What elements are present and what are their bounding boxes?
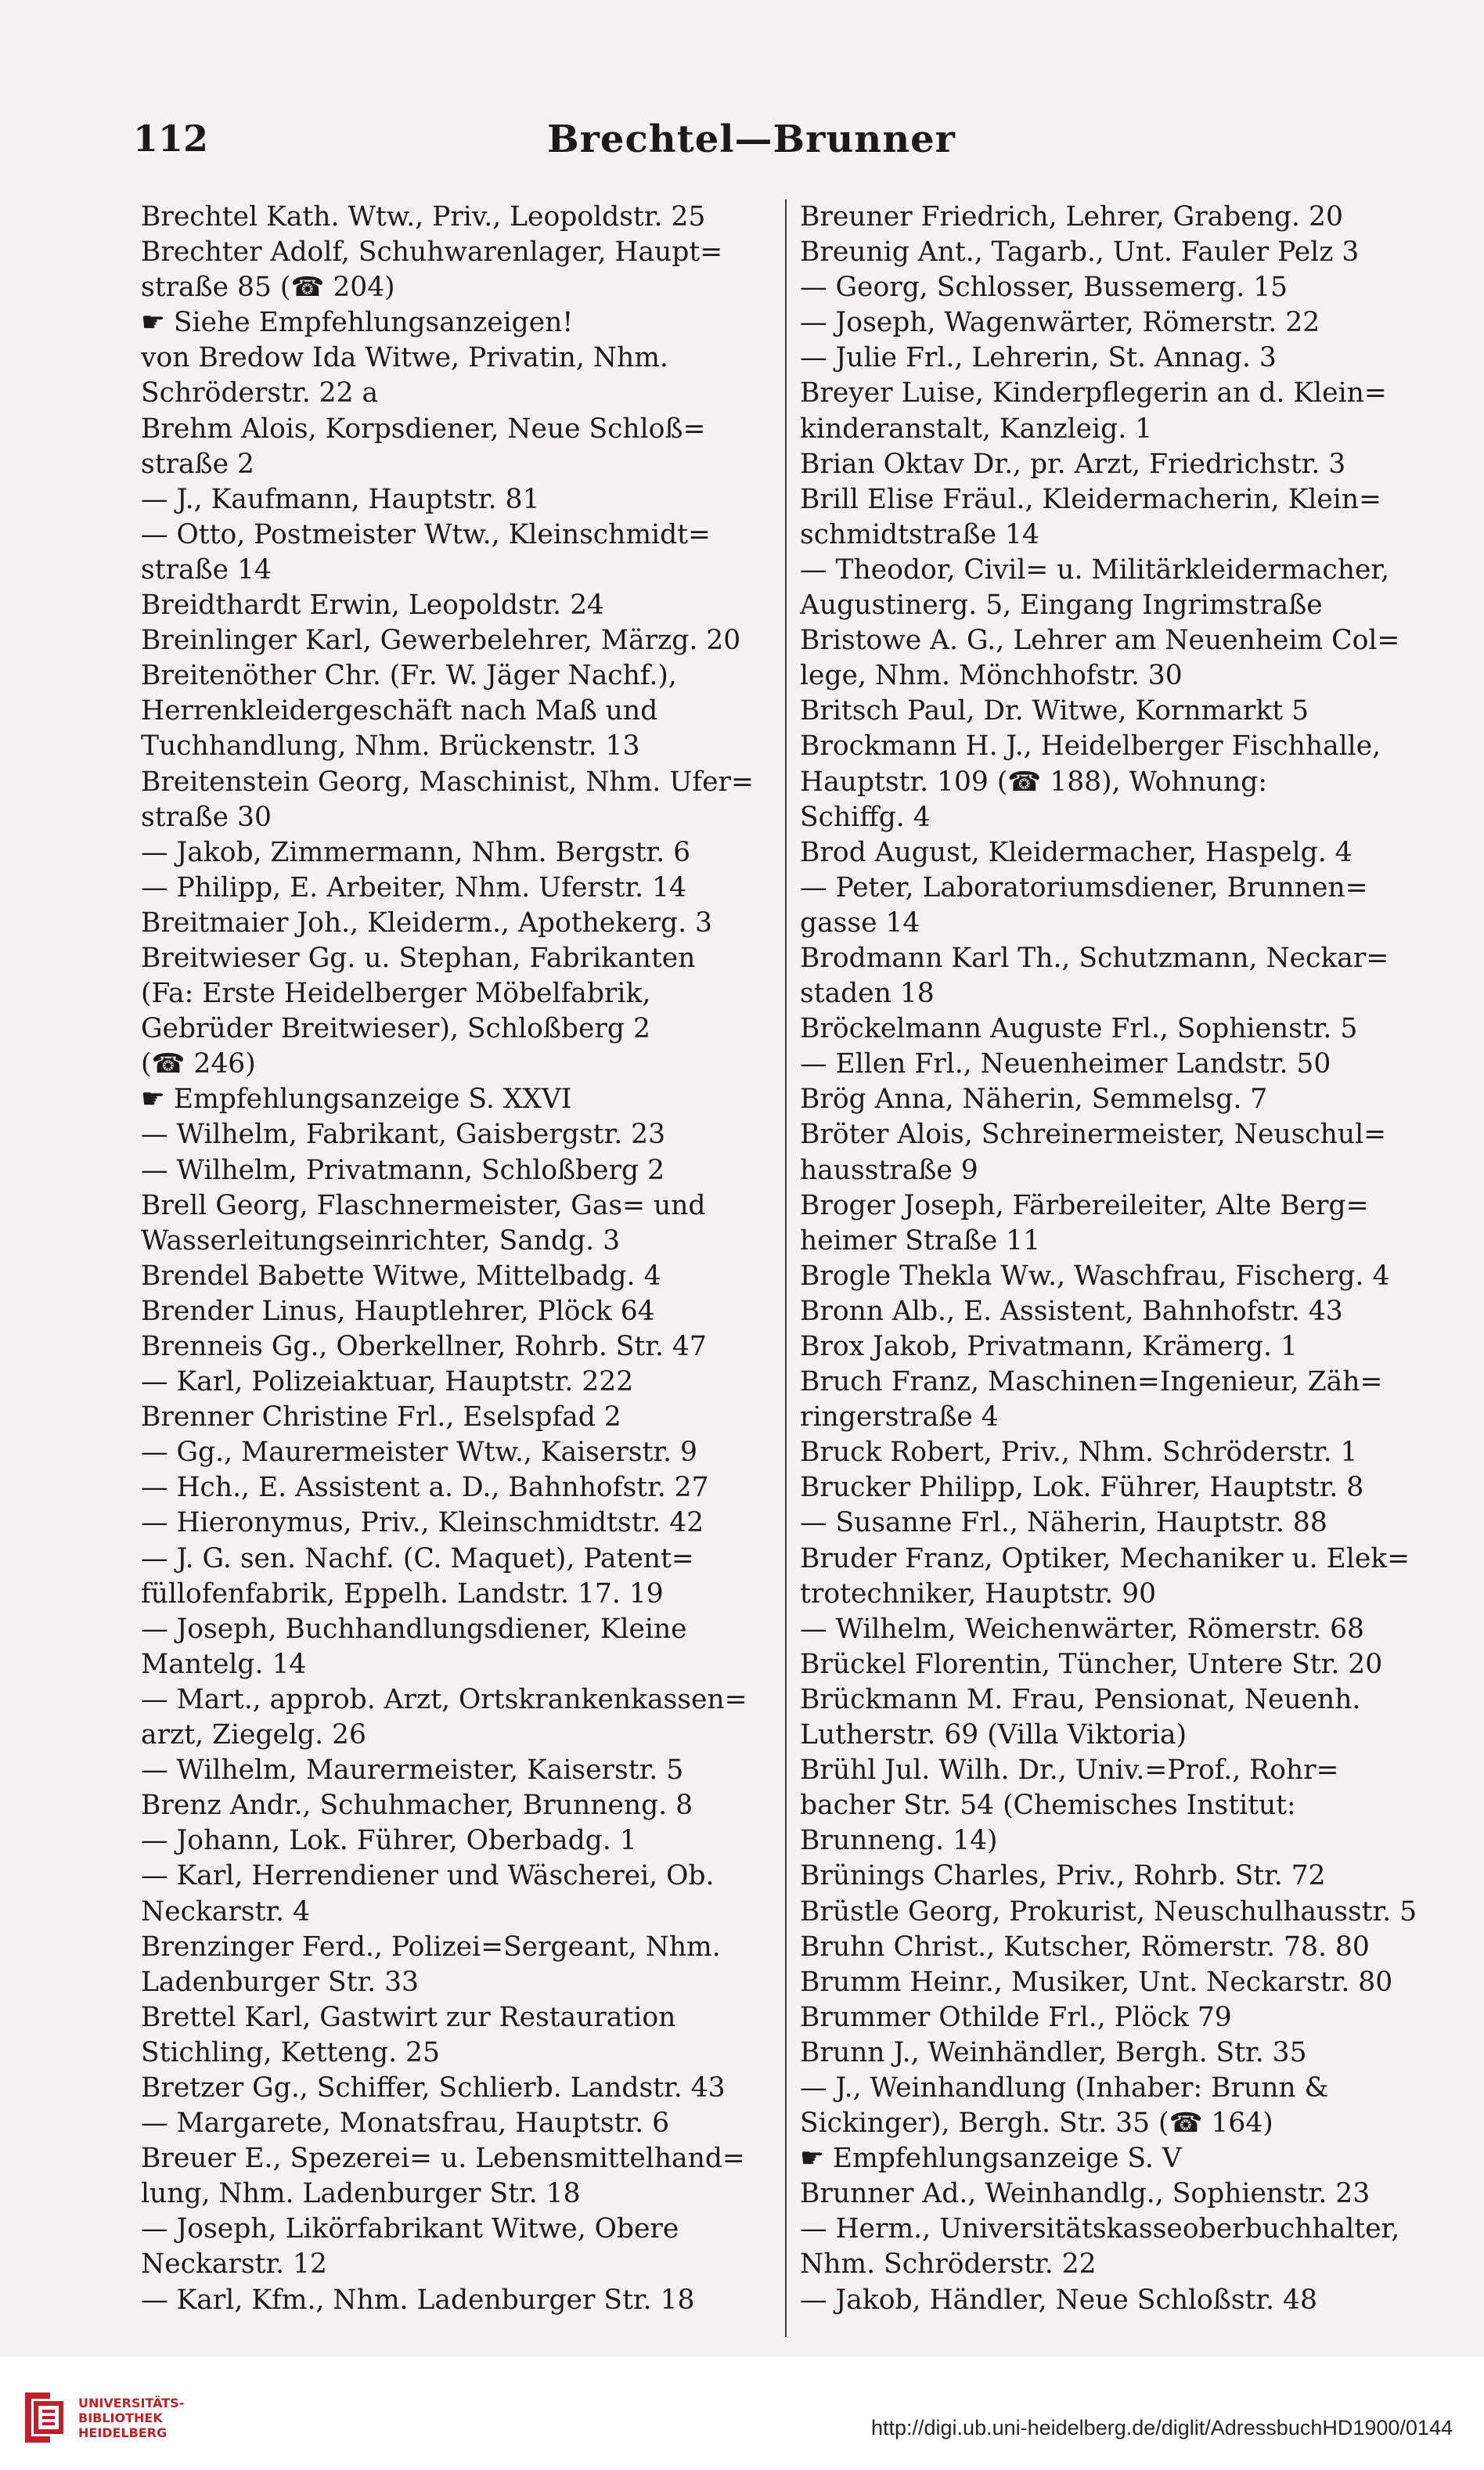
directory-entry-line: Brell Georg, Flaschnermeister, Gas= und <box>141 1189 706 1221</box>
directory-entry-line: kinderanstalt, Kanzleig. 1 <box>800 413 1153 445</box>
directory-entry-line: — Otto, Postmeister Wtw., Kleinschmidt= <box>141 518 711 550</box>
directory-entry-line: Bruck Robert, Priv., Nhm. Schröderstr. 1 <box>800 1437 1358 1469</box>
directory-entry-line: — Gg., Maurermeister Wtw., Kaiserstr. 9 <box>141 1437 697 1469</box>
directory-entry-line: Bruch Franz, Maschinen=Ingenieur, Zäh= <box>800 1366 1383 1398</box>
directory-entry-line: Ladenburger Str. 33 <box>141 1966 419 1998</box>
directory-entry-line: — Julie Frl., Lehrerin, St. Annag. 3 <box>800 342 1277 374</box>
library-logo-icon <box>19 2388 67 2447</box>
directory-entry-line: Brenner Christine Frl., Eselspfad 2 <box>141 1401 621 1433</box>
directory-entry-line: Brucker Philipp, Lok. Führer, Hauptstr. 8 <box>800 1472 1364 1504</box>
directory-entry-line: — Karl, Herrendiener und Wäscherei, Ob. <box>141 1860 715 1892</box>
directory-entry-line: straße 85 (☎ 204) <box>141 272 395 304</box>
directory-entry-line: Gebrüder Breitwieser), Schloßberg 2 <box>141 1013 650 1045</box>
directory-entry-line: — Theodor, Civil= u. Militärkleidermacher, <box>800 553 1390 586</box>
directory-entry-line: — J., Kaufmann, Hauptstr. 81 <box>141 483 540 515</box>
directory-entry-line: — Peter, Laboratoriumsdiener, Brunnen= <box>800 871 1368 903</box>
source-url-link[interactable]: http://digi.ub.uni-heidelberg.de/diglit/AdressbuchHD1900/0144 <box>870 2416 1453 2439</box>
directory-entry-line: — Wilhelm, Privatmann, Schloßberg 2 <box>141 1154 665 1186</box>
directory-entry-line: Brünings Charles, Priv., Rohrb. Str. 72 <box>800 1860 1326 1892</box>
directory-entry-line: — Herm., Universitätskasseoberbuchhalter, <box>800 2213 1400 2245</box>
directory-entry-line: — Joseph, Likörfabrikant Witwe, Obere <box>141 2213 679 2245</box>
directory-entry-line: — Wilhelm, Maurermeister, Kaiserstr. 5 <box>141 1754 684 1787</box>
directory-entry-line: Neckarstr. 12 <box>141 2248 327 2281</box>
directory-entry-line: Brendel Babette Witwe, Mittelbadg. 4 <box>141 1260 661 1292</box>
directory-entry-line: arzt, Ziegelg. 26 <box>141 1719 366 1751</box>
directory-entry-line: — Karl, Kfm., Nhm. Ladenburger Str. 18 <box>141 2284 695 2316</box>
directory-entry-line: Mantelg. 14 <box>141 1648 307 1680</box>
directory-entry-line: schmidtstraße 14 <box>800 518 1039 550</box>
directory-entry-line: ☛ Empfehlungsanzeige S. V <box>800 2143 1182 2175</box>
directory-entry-line: straße 30 <box>141 801 272 833</box>
directory-entry-line: gasse 14 <box>800 907 920 939</box>
directory-entry-line: Stichling, Ketteng. 25 <box>141 2036 440 2068</box>
directory-entry-line: Brox Jakob, Privatmann, Krämerg. 1 <box>800 1331 1298 1362</box>
directory-entry-line: — Johann, Lok. Führer, Oberbadg. 1 <box>141 1825 637 1857</box>
directory-entry-line: — J. G. sen. Nachf. (C. Maquet), Patent= <box>141 1542 694 1574</box>
right-column <box>800 200 1426 2318</box>
directory-entry-line: Brummer Othilde Frl., Plöck 79 <box>800 2001 1232 2033</box>
logo-line-2: BIBLIOTHEK <box>78 2411 163 2425</box>
page-header <box>133 117 1370 172</box>
directory-entry-line: Brettel Karl, Gastwirt zur Restauration <box>141 2001 676 2033</box>
directory-entry-line: Brunner Ad., Weinhandlg., Sophienstr. 23 <box>800 2178 1371 2210</box>
directory-entry-line: staden 18 <box>800 978 935 1010</box>
directory-entry-line: Brodmann Karl Th., Schutzmann, Neckar= <box>800 942 1389 974</box>
directory-entry-line: — J., Weinhandlung (Inhaber: Brunn & <box>800 2072 1329 2104</box>
directory-entry-line: Brenneis Gg., Oberkellner, Rohrb. Str. 47 <box>141 1331 707 1362</box>
directory-entry-line: Brenz Andr., Schuhmacher, Brunneng. 8 <box>141 1790 693 1822</box>
directory-entry-line: ringerstraße 4 <box>800 1401 999 1433</box>
directory-entry-line: Brunneng. 14) <box>800 1825 998 1857</box>
directory-entry-line: Brian Oktav Dr., pr. Arzt, Friedrichstr. 3 <box>800 448 1346 480</box>
directory-entry-line: — Hieronymus, Priv., Kleinschmidtstr. 42 <box>141 1507 704 1539</box>
directory-entry-line: Breunig Ant., Tagarb., Unt. Fauler Pelz 3 <box>800 236 1360 269</box>
directory-entry-line: Brogle Thekla Ww., Waschfrau, Fischerg. 4 <box>800 1260 1390 1292</box>
directory-entry-line: Brockmann H. J., Heidelberger Fischhalle, <box>800 730 1381 763</box>
directory-entry-line: Brill Elise Fräul., Kleidermacherin, Klein= <box>800 483 1381 515</box>
directory-entry-line: Brehm Alois, Korpsdiener, Neue Schloß= <box>141 413 706 445</box>
directory-entry-line: Lutherstr. 69 (Villa Viktoria) <box>800 1719 1187 1751</box>
directory-entry-line: straße 14 <box>141 553 272 586</box>
directory-entry-line: Brückel Florentin, Tüncher, Untere Str. 20 <box>800 1648 1383 1680</box>
directory-entry-line: füllofenfabrik, Eppelh. Landstr. 17. 19 <box>141 1578 664 1610</box>
directory-entry-line: Bruhn Christ., Kutscher, Römerstr. 78. 80 <box>800 1931 1370 1963</box>
directory-entry-line: Herrenkleidergeschäft nach Maß und <box>141 695 658 727</box>
directory-entry-line: trotechniker, Hauptstr. 90 <box>800 1578 1157 1610</box>
directory-entry-line: Wasserleitungseinrichter, Sandg. 3 <box>141 1224 621 1257</box>
directory-entry-line: — Jakob, Händler, Neue Schloßstr. 48 <box>800 2284 1317 2316</box>
directory-entry-line: Schröderstr. 22 a <box>141 377 379 409</box>
directory-entry-line: von Bredow Ida Witwe, Privatin, Nhm. <box>141 342 668 374</box>
directory-entry-line: ☛ Siehe Empfehlungsanzeigen! <box>141 307 574 339</box>
logo-line-1: UNIVERSITÄTS- <box>78 2396 185 2411</box>
directory-entry-line: Brumm Heinr., Musiker, Unt. Neckarstr. 80 <box>800 1966 1393 1998</box>
directory-entry-line: (☎ 246) <box>141 1048 256 1080</box>
directory-entry-line: — Hch., E. Assistent a. D., Bahnhofstr. 27 <box>141 1472 709 1504</box>
directory-entry-line: Augustinerg. 5, Eingang Ingrimstraße <box>800 590 1323 622</box>
directory-entry-line: Schiffg. 4 <box>800 801 931 833</box>
directory-entry-line: Bröckelmann Auguste Frl., Sophienstr. 5 <box>800 1013 1358 1045</box>
directory-entry-line: — Georg, Schlosser, Bussemerg. 15 <box>800 272 1288 304</box>
directory-entry-line: (Fa: Erste Heidelberger Möbelfabrik, <box>141 978 651 1010</box>
directory-entry-line: Breitwieser Gg. u. Stephan, Fabrikanten <box>141 942 696 974</box>
directory-entry-line: — Joseph, Buchhandlungsdiener, Kleine <box>141 1613 687 1645</box>
directory-entry-line: — Ellen Frl., Neuenheimer Landstr. 50 <box>800 1048 1331 1080</box>
directory-entry-line: — Jakob, Zimmermann, Nhm. Bergstr. 6 <box>141 836 691 868</box>
directory-entry-line: Brod August, Kleidermacher, Haspelg. 4 <box>800 836 1353 868</box>
directory-entry-line: Bröter Alois, Schreinermeister, Neuschul= <box>800 1119 1387 1151</box>
directory-entry-line: straße 2 <box>141 448 255 480</box>
footer-bar <box>0 2356 1484 2470</box>
directory-entry-line: Bretzer Gg., Schiffer, Schlierb. Landstr. 43 <box>141 2072 726 2104</box>
directory-entry-line: Broger Joseph, Färbereileiter, Alte Berg= <box>800 1189 1369 1221</box>
directory-entry-line: Bruder Franz, Optiker, Mechaniker u. Elek= <box>800 1542 1410 1574</box>
directory-entry-line: Brühl Jul. Wilh. Dr., Univ.=Prof., Rohr= <box>800 1754 1339 1787</box>
directory-entry-line: Sickinger), Bergh. Str. 35 (☎ 164) <box>800 2108 1273 2140</box>
directory-entry-line: Bristowe A. G., Lehrer am Neuenheim Col= <box>800 625 1400 657</box>
logo-line-3: HEIDELBERG <box>78 2425 167 2440</box>
directory-entry-line: — Philipp, E. Arbeiter, Nhm. Uferstr. 14 <box>141 871 686 903</box>
directory-entry-line: Breuer E., Spezerei= u. Lebensmittelhand= <box>141 2143 745 2175</box>
directory-entry-line: — Wilhelm, Fabrikant, Gaisbergstr. 23 <box>141 1119 666 1151</box>
directory-entry-line: Hauptstr. 109 (☎ 188), Wohnung: <box>800 766 1267 798</box>
directory-entry-line: bacher Str. 54 (Chemisches Institut: <box>800 1790 1296 1822</box>
directory-entry-line: — Joseph, Wagenwärter, Römerstr. 22 <box>800 307 1320 339</box>
directory-entry-line: Breidthardt Erwin, Leopoldstr. 24 <box>141 590 605 622</box>
directory-entry-line: hausstraße 9 <box>800 1154 978 1186</box>
directory-entry-line: Brückmann M. Frau, Pensionat, Neuenh. <box>800 1683 1361 1715</box>
directory-entry-line: Tuchhandlung, Nhm. Brückenstr. 13 <box>141 730 640 763</box>
directory-entry-line: Breuner Friedrich, Lehrer, Grabeng. 20 <box>800 201 1343 233</box>
directory-entry-line: Bronn Alb., E. Assistent, Bahnhofstr. 43 <box>800 1295 1343 1327</box>
directory-entry-line: — Susanne Frl., Näherin, Hauptstr. 88 <box>800 1507 1327 1539</box>
directory-entry-line: Brüstle Georg, Prokurist, Neuschulhausstr. 5 <box>800 1895 1417 1927</box>
directory-entry-line: Britsch Paul, Dr. Witwe, Kornmarkt 5 <box>800 695 1309 727</box>
directory-entry-line: Brög Anna, Näherin, Semmelsg. 7 <box>800 1084 1268 1116</box>
directory-entry-line: Brechter Adolf, Schuhwarenlager, Haupt= <box>141 236 723 269</box>
directory-entry-line: lege, Nhm. Mönchhofstr. 30 <box>800 660 1183 692</box>
directory-entry-line: Nhm. Schröderstr. 22 <box>800 2248 1097 2281</box>
directory-entry-line: Breitmaier Joh., Kleiderm., Apothekerg. 3 <box>141 907 712 939</box>
directory-entry-line: — Margarete, Monatsfrau, Hauptstr. 6 <box>141 2108 670 2140</box>
directory-entry-line: Breitenöther Chr. (Fr. W. Jäger Nachf.), <box>141 660 677 692</box>
directory-entry-line: heimer Straße 11 <box>800 1224 1041 1257</box>
page-number: 112 <box>133 117 209 160</box>
directory-entry-line: Brunn J., Weinhändler, Bergh. Str. 35 <box>800 2036 1307 2068</box>
directory-entry-line: Breinlinger Karl, Gewerbelehrer, Märzg. 20 <box>141 625 741 657</box>
library-logo-text <box>78 2396 184 2440</box>
directory-entry-line: Brender Linus, Hauptlehrer, Plöck 64 <box>141 1295 655 1327</box>
directory-entry-line: Neckarstr. 4 <box>141 1895 311 1927</box>
left-column <box>141 200 767 2318</box>
directory-entry-line: — Mart., approb. Arzt, Ortskrankenkassen= <box>141 1683 747 1715</box>
directory-entry-line: Breyer Luise, Kinderpflegerin an d. Klein= <box>800 377 1387 409</box>
column-divider <box>785 200 787 2337</box>
directory-entry-line: Breitenstein Georg, Maschinist, Nhm. Ufer= <box>141 766 754 798</box>
directory-entry-line: — Wilhelm, Weichenwärter, Römerstr. 68 <box>800 1613 1364 1645</box>
directory-entry-line: ☛ Empfehlungsanzeige S. XXVI <box>141 1084 572 1116</box>
directory-entry-line: — Karl, Polizeiaktuar, Hauptstr. 222 <box>141 1366 634 1398</box>
running-head: Brechtel—Brunner <box>547 117 956 161</box>
directory-entry-line: Brenzinger Ferd., Polizei=Sergeant, Nhm. <box>141 1931 721 1963</box>
directory-entry-line: lung, Nhm. Ladenburger Str. 18 <box>141 2178 581 2210</box>
library-logo[interactable] <box>19 2388 183 2447</box>
directory-entry-line: Brechtel Kath. Wtw., Priv., Leopoldstr. 25 <box>141 201 706 233</box>
